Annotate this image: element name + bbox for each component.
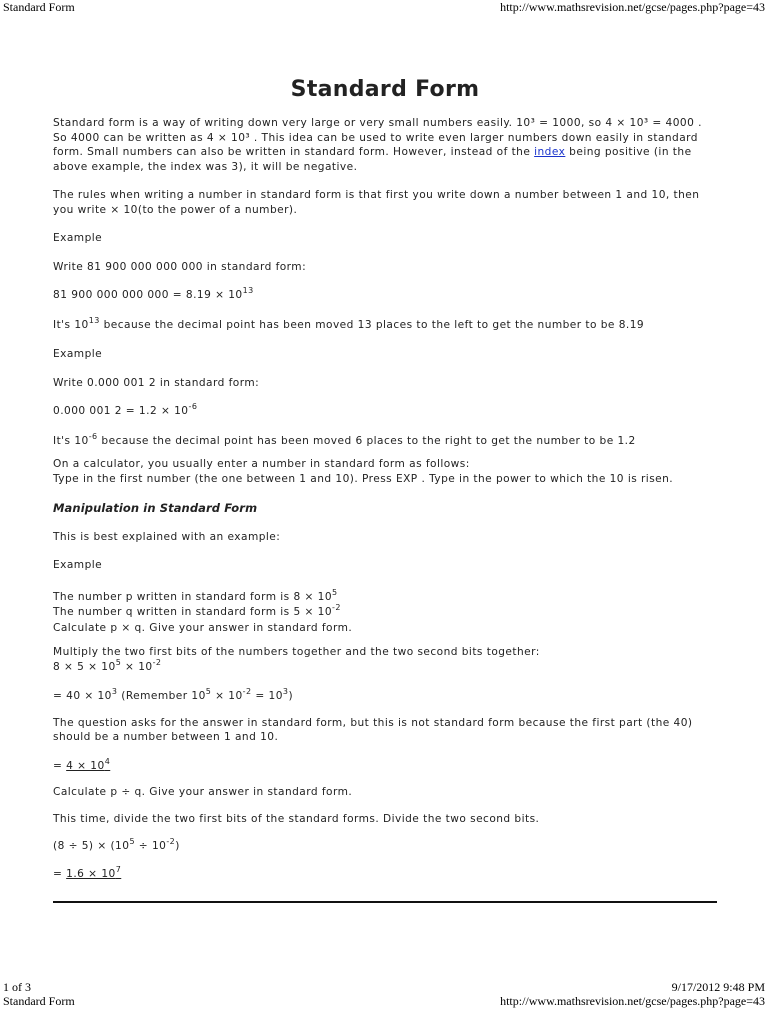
m2-a: = 40 × 10 — [53, 690, 112, 702]
print-footer — [0, 980, 768, 1024]
example-label-1: Example — [53, 232, 103, 244]
example2-expl-b: because the decimal point has been moved 6 places to the right to get the number to be 1.2 — [97, 434, 636, 447]
multiply-step-exp2: -2 — [152, 657, 162, 667]
divide-step — [53, 839, 717, 855]
calc-divide-line: Calculate p ÷ q. Give your answer in standard form. — [53, 786, 353, 798]
rules-paragraph: The rules when writing a number in standard form is that first you write down a number between 1 and 10, then you write × 10(to the power of a number). — [53, 189, 700, 216]
answer-2-prefix: = — [53, 867, 67, 880]
calculator-line-2: Type in the first number (the one between 1 and 10). Press EXP . Type in the power to which the 10 is risen. — [53, 472, 674, 485]
answer-2 — [53, 864, 717, 883]
answer-1-text: 4 × 10 — [66, 759, 105, 772]
calculator-line-1: On a calculator, you usually enter a number in standard form as follows: — [53, 458, 470, 470]
index-link[interactable]: index — [534, 146, 566, 158]
example-label-3: Example — [53, 559, 103, 571]
m2-e: ) — [288, 690, 294, 702]
section-divider — [53, 901, 717, 903]
multiply-step-exp1: 5 — [115, 657, 122, 667]
multiply-result — [53, 689, 717, 705]
example2-expl-a: It's 10 — [53, 434, 89, 447]
m2-b: (Remember 10 — [117, 690, 206, 702]
d1-b: ÷ 10 — [134, 840, 167, 852]
example1-explanation — [53, 315, 717, 334]
p-exponent: 5 — [332, 587, 338, 597]
multiply-step-b: × 10 — [121, 660, 153, 673]
example1-expl-exponent: 13 — [88, 315, 100, 325]
multiply-paragraph — [53, 645, 717, 675]
answer-2-exponent: 7 — [115, 864, 122, 874]
header-page-title: Standard Form — [3, 0, 75, 14]
intro-paragraph — [53, 116, 717, 174]
m2-exp3: -2 — [242, 687, 252, 696]
d1-exp2: -2 — [166, 837, 176, 846]
m2-exp2: 5 — [205, 687, 212, 696]
example1-equation-text: 81 900 000 000 000 = 8.19 × 10 — [53, 289, 243, 301]
m2-d: = 10 — [251, 690, 283, 702]
multiply-step-a: 8 × 5 × 10 — [53, 660, 116, 673]
intro-text-2: being positive (in the above example, the index was 3), it will be negative. — [53, 146, 692, 173]
q-line: The number q written in standard form is 5 × 10 — [53, 606, 333, 618]
example1-prompt: Write 81 900 000 000 000 in standard form: — [53, 260, 307, 273]
best-explained-text: This is best explained with an example: — [53, 530, 281, 543]
page-title: Standard Form — [290, 77, 480, 102]
example2-explanation — [53, 431, 717, 450]
calc-pq-line: Calculate p × q. Give your answer in standard form. — [53, 621, 353, 634]
pq-definition — [53, 587, 717, 636]
example1-expl-a: It's 10 — [53, 318, 89, 331]
example2-expl-exponent: -6 — [88, 431, 98, 441]
q-exponent: -2 — [332, 603, 341, 612]
footer-url: http://www.mathsrevision.net/gcse/pages.php?page=43 — [500, 994, 765, 1008]
print-header — [0, 0, 768, 16]
answer-2-value — [66, 864, 122, 880]
d1-exp1: 5 — [129, 837, 135, 846]
m2-exp1: 3 — [111, 687, 118, 696]
example-label-2: Example — [53, 348, 103, 360]
answer-1 — [53, 756, 717, 775]
multiply-text: Multiply the two first bits of the numbers together and the two second bits together: — [53, 646, 540, 658]
answer-1-exponent: 4 — [104, 756, 111, 766]
divide-paragraph: This time, divide the two first bits of the standard forms. Divide the two second bits. — [53, 812, 540, 825]
m2-exp4: 3 — [282, 687, 289, 696]
footer-page-number: 1 of 3 — [3, 980, 31, 994]
question-note: The question asks for the answer in standard form, but this is not standard form because the first part (the 40) should be a number between 1 and 10. — [53, 716, 693, 743]
d1-c: ) — [175, 840, 180, 852]
example2-prompt: Write 0.000 001 2 in standard form: — [53, 376, 260, 389]
footer-datetime: 9/17/2012 9:48 PM — [671, 980, 765, 994]
m2-c: × 10 — [211, 690, 243, 702]
article — [53, 72, 717, 882]
answer-1-prefix: = — [53, 759, 67, 772]
footer-page-title: Standard Form — [3, 994, 75, 1008]
example1-exponent: 13 — [242, 286, 254, 295]
example1-expl-b: because the decimal point has been moved 13 places to the left to get the number to be 8.19 — [99, 318, 645, 331]
answer-2-text: 1.6 × 10 — [66, 867, 116, 880]
example2-exponent: -6 — [188, 402, 198, 411]
header-url: http://www.mathsrevision.net/gcse/pages.php?page=43 — [500, 0, 765, 14]
example2-equation — [53, 404, 717, 420]
calculator-paragraph — [53, 457, 717, 486]
example1-equation — [53, 288, 717, 304]
example2-equation-text: 0.000 001 2 = 1.2 × 10 — [53, 405, 189, 417]
intro-text-1: Standard form is a way of writing down very large or very small numbers easily. 10³ = 1000, so 4 × 10³ = 4000 . So 4000 can be written as 4 × 10³ . This idea can be used to write even larger numbers down easily in standard form. Small numbers can also be written in standard form. However, instead of the — [53, 117, 702, 158]
d1-a: (8 ÷ 5) × (10 — [53, 840, 130, 852]
answer-1-value — [66, 756, 111, 772]
p-line: The number p written in standard form is 8 × 10 — [53, 590, 333, 603]
section-heading: Manipulation in Standard Form — [53, 501, 258, 515]
